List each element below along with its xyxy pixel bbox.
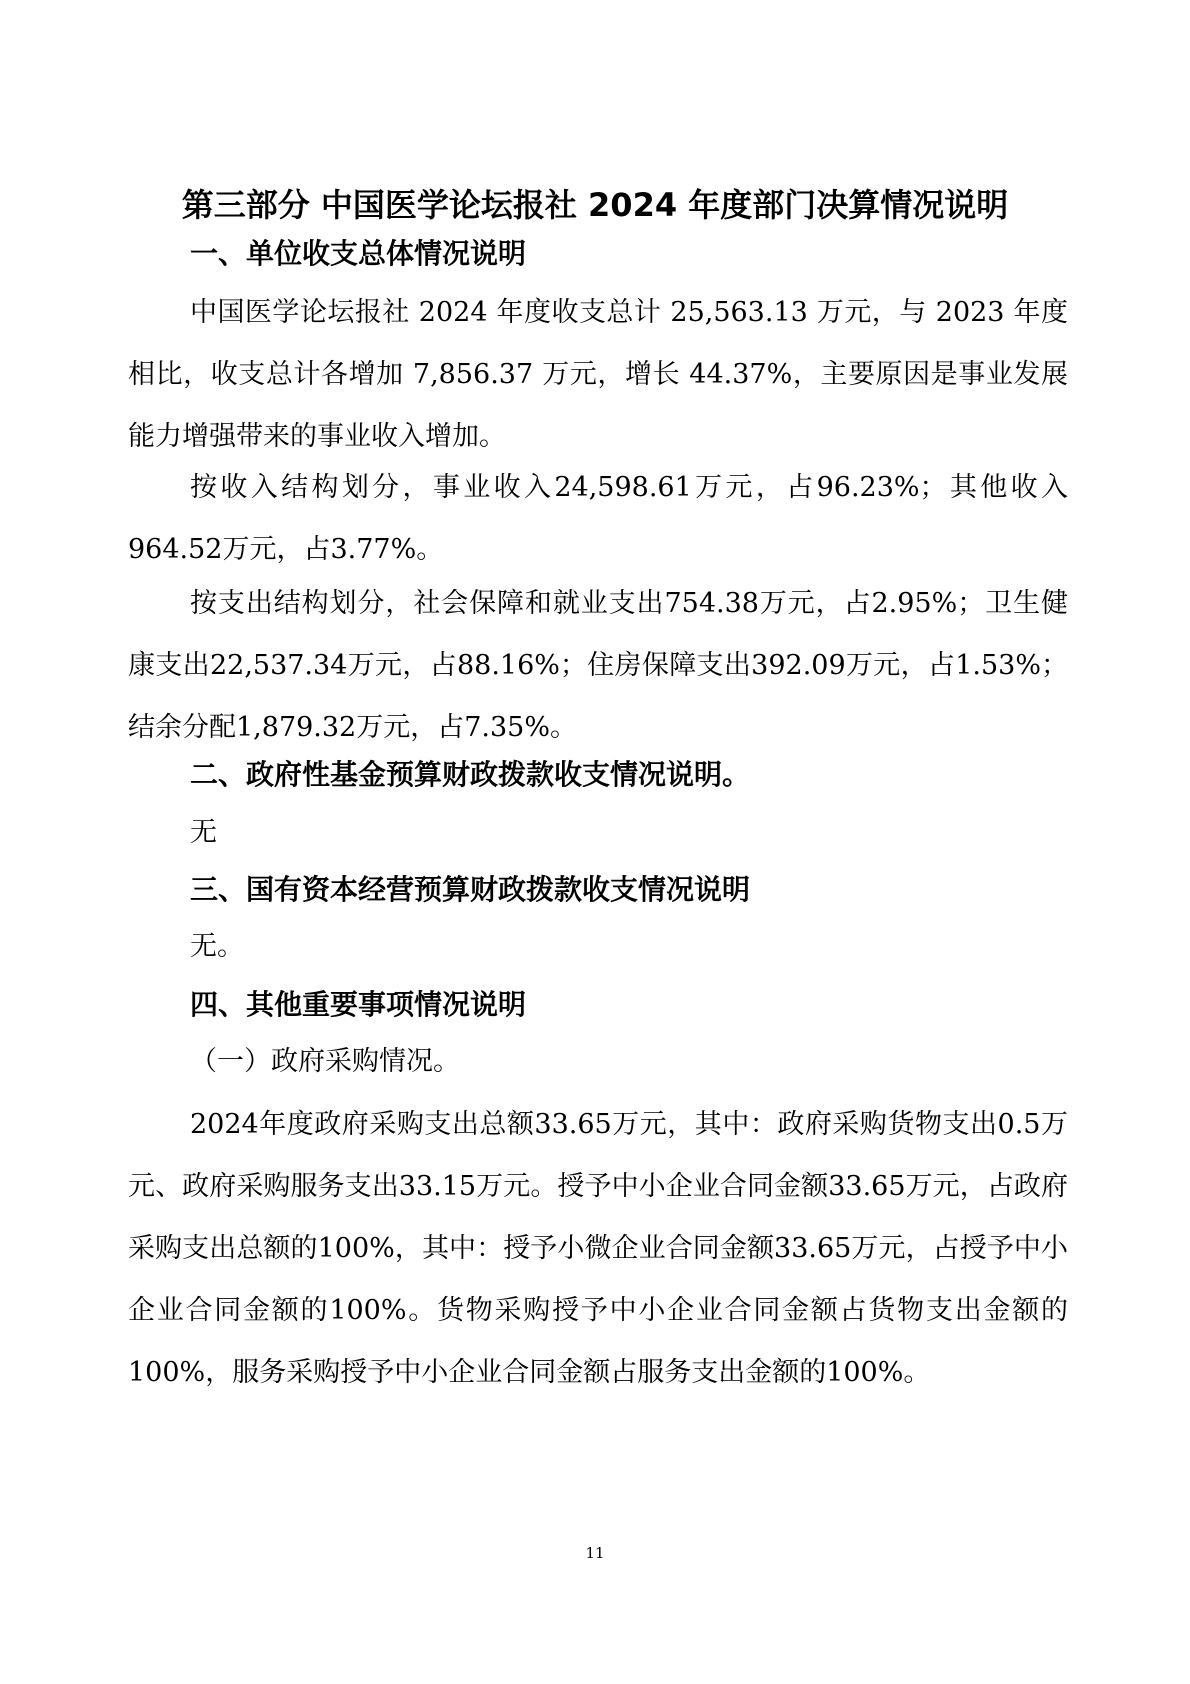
- section-3-text: 无。: [190, 931, 244, 962]
- paragraph-income-structure: 按收入结构划分，事业收入24,598.61万元，占96.23%；其他收入964.52万元，占3.77%。: [128, 472, 1068, 565]
- section-2-text: 无: [190, 817, 217, 848]
- document-title: 第三部分 中国医学论坛报社 2024 年度部门决算情况说明: [181, 186, 1009, 224]
- page-number: 11: [585, 1544, 605, 1562]
- section-heading-2: 二、政府性基金预算财政拨款收支情况说明。: [190, 758, 751, 791]
- paragraph-expense-structure: 按支出结构划分，社会保障和就业支出754.38万元，占2.95%；卫生健康支出22,537.34万元，占88.16%；住房保障支出392.09万元，占1.53%；结余分配1,879.32万元，占7.35%。: [128, 588, 1068, 743]
- paragraph-income-total: 中国医学论坛报社 2024 年度收支总计 25,563.13 万元，与 2023 年度相比，收支总计各增加 7,856.37 万元，增长 44.37%，主要原因是事业发展能力增强带来的事业收入增加。: [128, 297, 1068, 452]
- paragraph-procurement: 2024年度政府采购支出总额33.65万元，其中：政府采购货物支出0.5万元、政府采购服务支出33.15万元。授予中小企业合同金额33.65万元，占政府采购支出总额的100%，其中：授予小微企业合同金额33.65万元，占授予中小企业合同金额的100%。货物采购授予中小企业合同金额占货物支出金额的100%，服务采购授予中小企业合同金额占服务支出金额的100%。: [128, 1109, 1068, 1388]
- subsection-heading-procurement: （一）政府采购情况。: [190, 1046, 460, 1077]
- section-heading-1: 一、单位收支总体情况说明: [190, 237, 527, 270]
- section-heading-4: 四、其他重要事项情况说明: [190, 988, 527, 1021]
- section-heading-3: 三、国有资本经营预算财政拨款收支情况说明: [190, 873, 751, 906]
